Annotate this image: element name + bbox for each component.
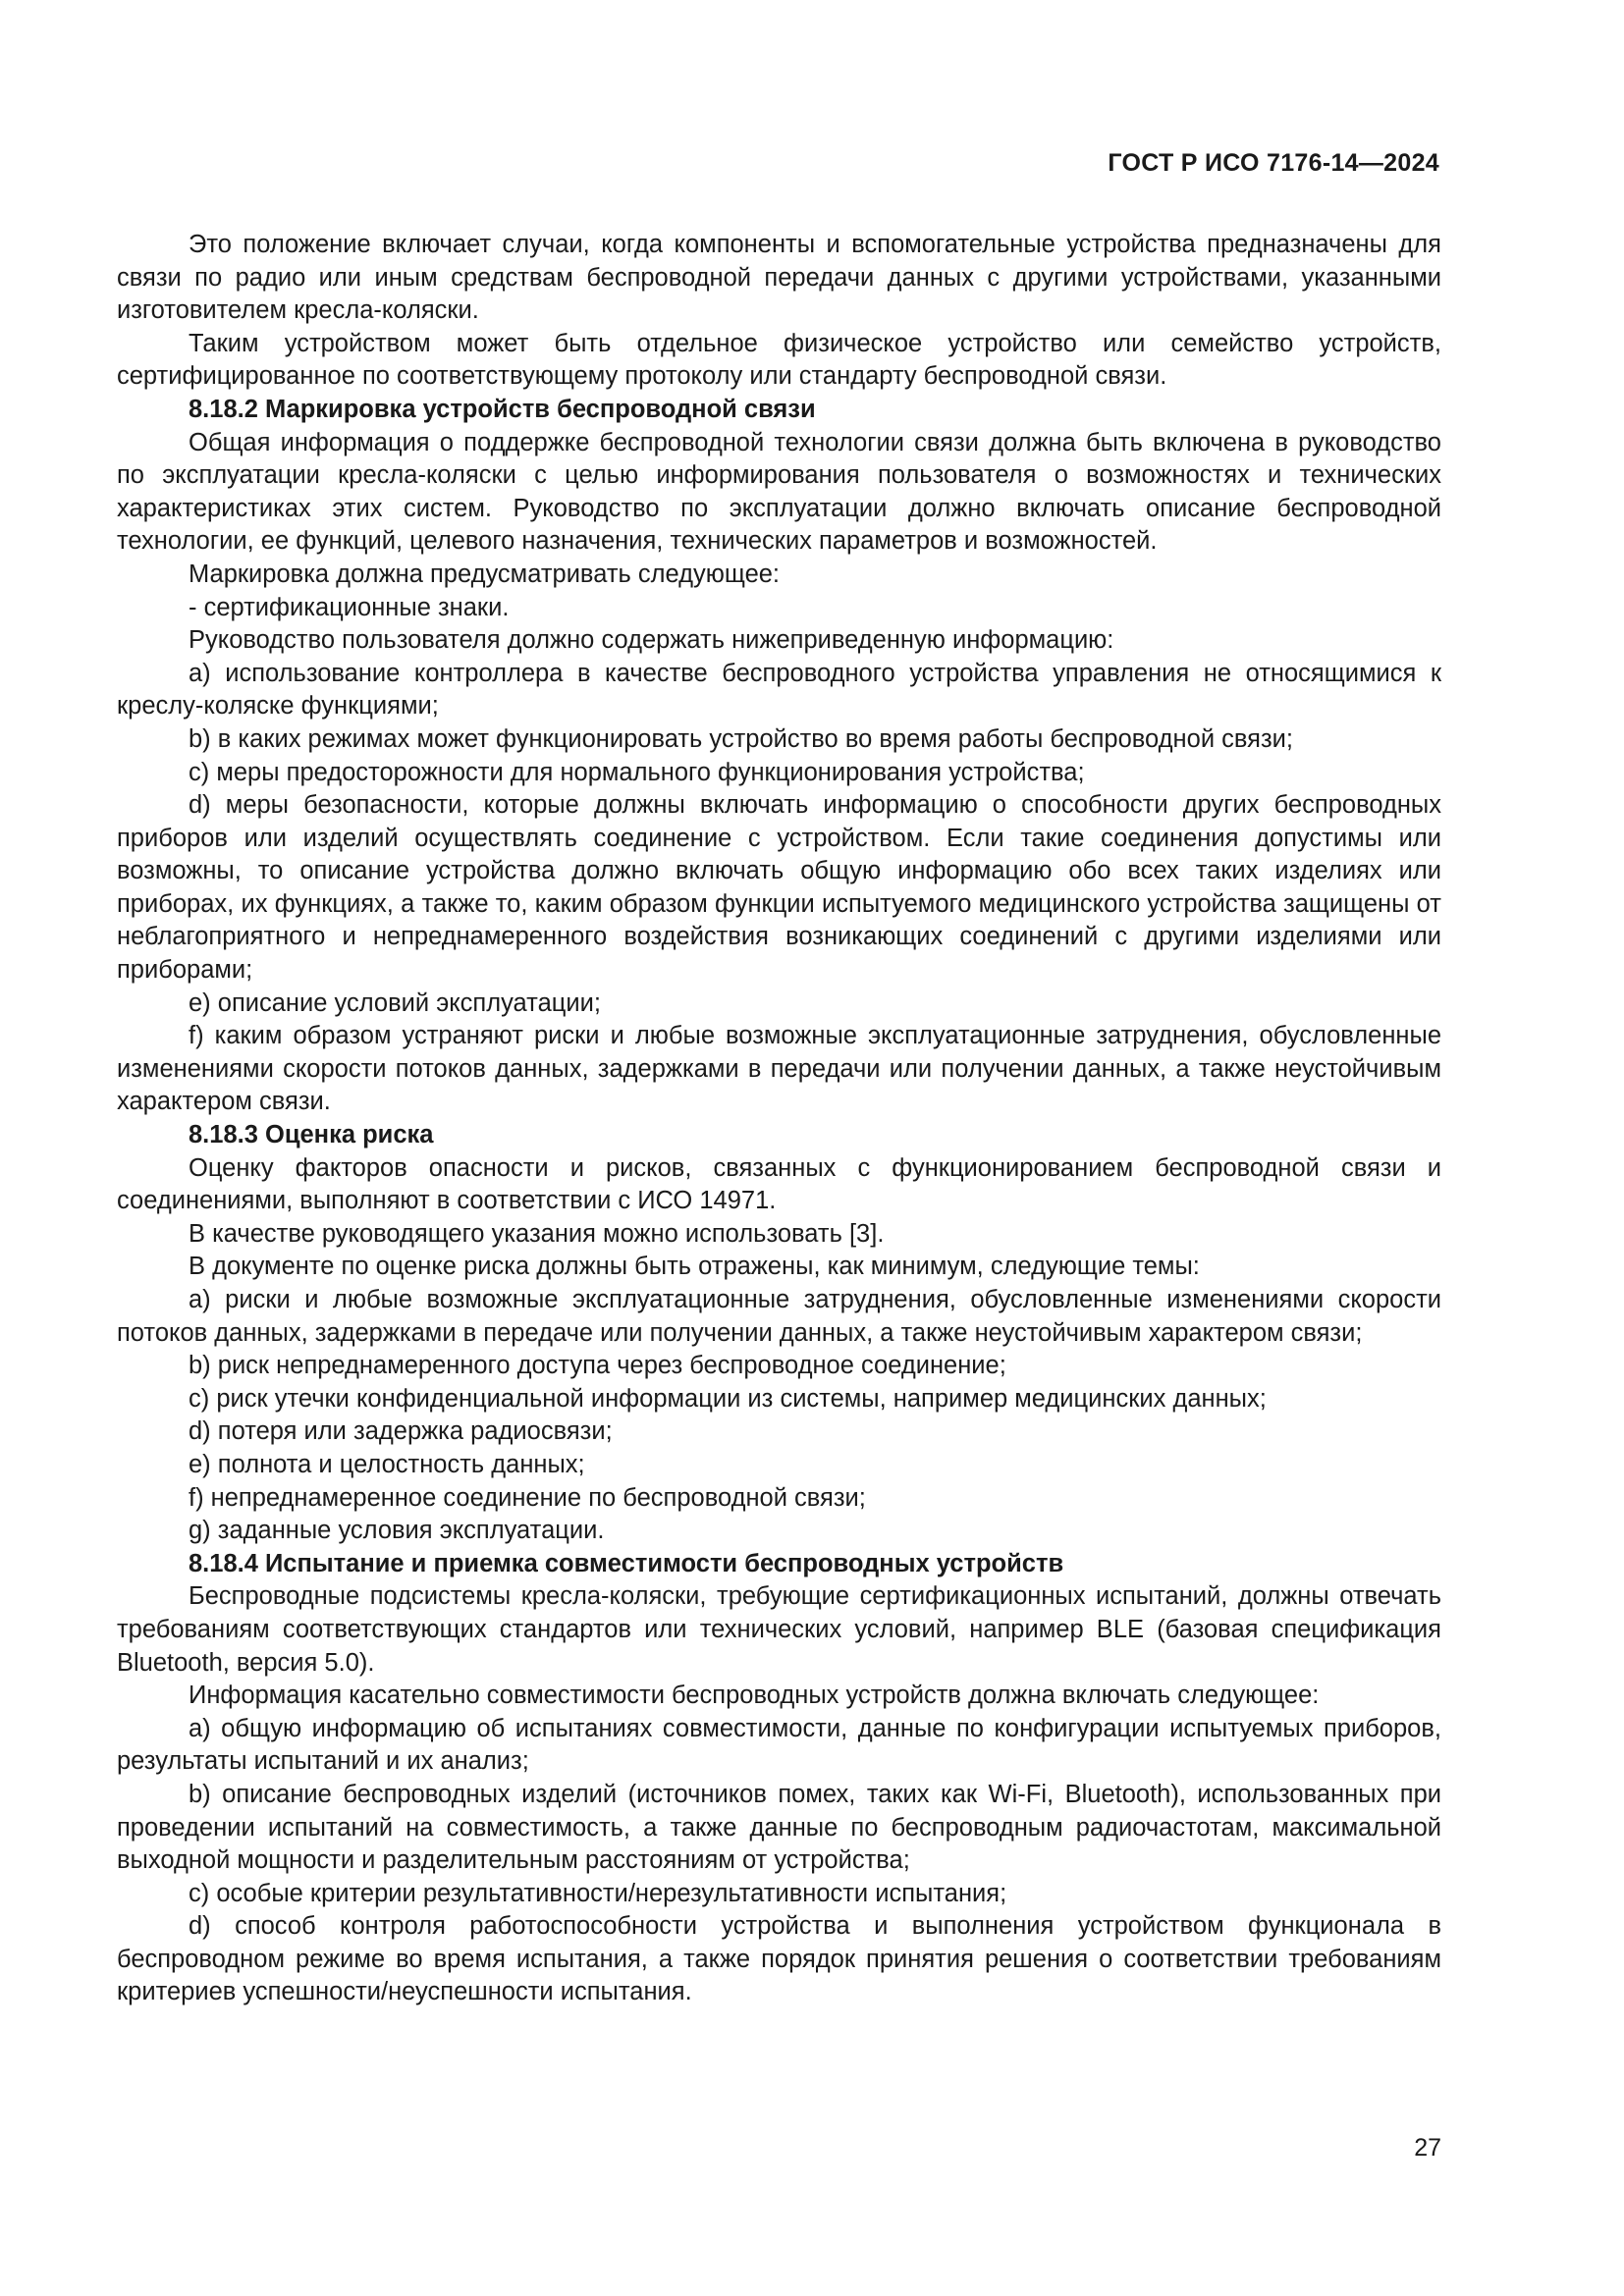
list-item: f) непреднамеренное соединение по беспроводной связи;: [189, 1483, 866, 1512]
paragraph: В документе по оценке риска должны быть отражены, как минимум, следующие темы:: [189, 1253, 1200, 1281]
paragraph: Оценку факторов опасности и рисков, связанных с функционированием беспроводной связи и соединениями, выполняют в соответствии с ИСО 14971.: [117, 1153, 1441, 1215]
list-item: a) риски и любые возможные эксплуатационные затруднения, обусловленные изменениями скорости потоков данных, задержками в передаче или получении данных, а также неустойчивым характером связи;: [117, 1286, 1441, 1347]
paragraph: Таким устройством может быть отдельное физическое устройство или семейство устройств, сертифицированное по соответствующему протоколу или стандарту беспроводной связи.: [117, 329, 1441, 391]
list-item: c) меры предосторожности для нормального функционирования устройства;: [189, 758, 1085, 786]
paragraph: В качестве руководящего указания можно использовать [3].: [189, 1219, 885, 1248]
list-item: a) использование контроллера в качестве беспроводного устройства управления не относящимися к креслу-коляске функциями;: [117, 659, 1441, 721]
list-item: d) потеря или задержка радиосвязи;: [189, 1417, 613, 1446]
list-item: b) описание беспроводных изделий (источников помех, таких как Wi-Fi, Bluetooth), использованных при проведении испытаний на совместимость, а также данные по беспроводным радиочастотам, максимальной выходной мощности и разделительным расстояниям от устройства;: [117, 1780, 1441, 1875]
document-body: [117, 229, 1441, 2009]
paragraph: Беспроводные подсистемы кресла-коляски, требующие сертификационных испытаний, должны отвечать требованиям соответствующих стандартов или технических условий, например BLE (базовая спецификация Bluetooth, версия 5.0).: [117, 1582, 1441, 1677]
list-item: f) каким образом устраняют риски и любые возможные эксплуатационные затруднения, обусловленные изменениями скорости потоков данных, задержками в передачи или получении данных, а также неустойчивым характером связи.: [117, 1022, 1441, 1116]
list-item: e) полнота и целостность данных;: [189, 1450, 585, 1478]
list-item: c) особые критерии результативности/нерезультативности испытания;: [189, 1879, 1007, 1907]
list-item: g) заданные условия эксплуатации.: [189, 1517, 605, 1545]
list-item: d) способ контроля работоспособности устройства и выполнения устройством функционала в беспроводном режиме во время испытания, а также порядок принятия решения о соответствии требованиям критериев успешности/неуспешности испытания.: [117, 1912, 1441, 2006]
section-heading: 8.18.2 Маркировка устройств беспроводной связи: [189, 395, 816, 423]
page-number: 27: [1414, 2134, 1441, 2162]
list-item: a) общую информацию об испытаниях совместимости, данные по конфигурации испытуемых приборов, результаты испытаний и их анализ;: [117, 1714, 1441, 1776]
list-item: - сертификационные знаки.: [189, 593, 510, 621]
list-item: e) описание условий эксплуатации;: [189, 988, 601, 1017]
list-item: b) риск непреднамеренного доступа через беспроводное соединение;: [189, 1352, 1006, 1380]
list-item: b) в каких режимах может функционировать устройство во время работы беспроводной связи;: [189, 724, 1293, 753]
paragraph: Это положение включает случаи, когда компоненты и вспомогательные устройства предназначены для связи по радио или иным средствам беспроводной передачи данных с другими устройствами, указанными изготовителем кресла-коляски.: [117, 231, 1441, 325]
paragraph: Руководство пользователя должно содержать нижеприведенную информацию:: [189, 626, 1114, 655]
section-heading: 8.18.3 Оценка риска: [189, 1121, 434, 1149]
list-item: c) риск утечки конфиденциальной информации из системы, например медицинских данных;: [189, 1384, 1267, 1413]
section-heading: 8.18.4 Испытание и приемка совместимости беспроводных устройств: [189, 1549, 1064, 1577]
document-header: ГОСТ Р ИСО 7176-14—2024: [1108, 149, 1439, 177]
paragraph: Маркировка должна предусматривать следующее:: [189, 560, 781, 588]
paragraph: Информация касательно совместимости беспроводных устройств должна включать следующее:: [189, 1682, 1320, 1710]
list-item: d) меры безопасности, которые должны включать информацию о способности других беспроводных приборов или изделий осуществлять соединение с устройством. Если такие соединения допустимы или возможны, то описание устройства должно включать общую информацию обо всех таких изделиях или приборах, их функциях, а также то, каким образом функции испытуемого медицинского устройства защищены от неблагоприятного и непреднамеренного воздействия возникающих соединений с другими изделиями или приборами;: [117, 791, 1441, 985]
paragraph: Общая информация о поддержке беспроводной технологии связи должна быть включена в руководство по эксплуатации кресла-коляски с целью информирования пользователя о возможностях и технических характеристиках этих систем. Руководство по эксплуатации должно включать описание беспроводной технологии, ее функций, целевого назначения, технических параметров и возможностей.: [117, 428, 1441, 556]
